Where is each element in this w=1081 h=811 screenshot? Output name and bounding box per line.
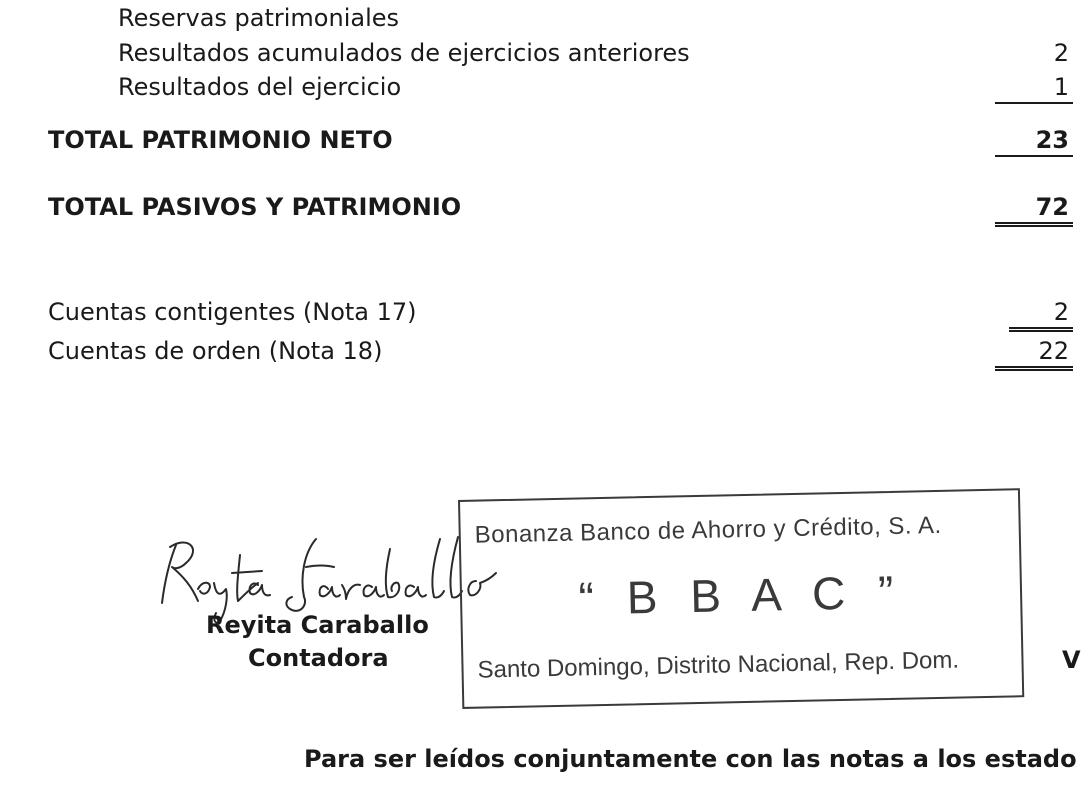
- signer-name: Reyita Caraballo: [206, 611, 429, 639]
- stamp-address: Santo Domingo, Distrito Nacional, Rep. Dom.: [477, 646, 960, 684]
- total-patrimonio-amount: 23: [995, 125, 1073, 157]
- row-label-ejercicio: Resultados del ejercicio: [118, 73, 402, 101]
- total-patrimonio-label: TOTAL PATRIMONIO NETO: [48, 126, 393, 154]
- total-pasivos-amount: 72: [995, 192, 1073, 227]
- contingentes-label: Cuentas contigentes (Nota 17): [48, 298, 417, 326]
- row-amount-ejercicio: 1: [995, 72, 1073, 104]
- company-stamp: [458, 488, 1024, 709]
- stamp-company-name: Bonanza Banco de Ahorro y Crédito, S. A.: [474, 511, 942, 549]
- signer-role: Contadora: [248, 644, 389, 672]
- orden-label: Cuentas de orden (Nota 18): [48, 337, 383, 365]
- orden-amount: 22: [995, 336, 1073, 371]
- total-pasivos-label: TOTAL PASIVOS Y PATRIMONIO: [48, 193, 462, 221]
- stamp-acronym: “ B B A C ”: [578, 565, 904, 625]
- row-label-acumulados: Resultados acumulados de ejercicios anteriores: [118, 39, 690, 67]
- contingentes-amount: 2: [1009, 297, 1073, 332]
- footer-note: Para ser leídos conjuntamente con las notas a los estado: [304, 745, 1077, 773]
- row-amount-acumulados: 2: [1053, 39, 1069, 67]
- cut-off-right-letter: V: [1062, 646, 1081, 674]
- row-label-reservas: Reservas patrimoniales: [118, 4, 400, 32]
